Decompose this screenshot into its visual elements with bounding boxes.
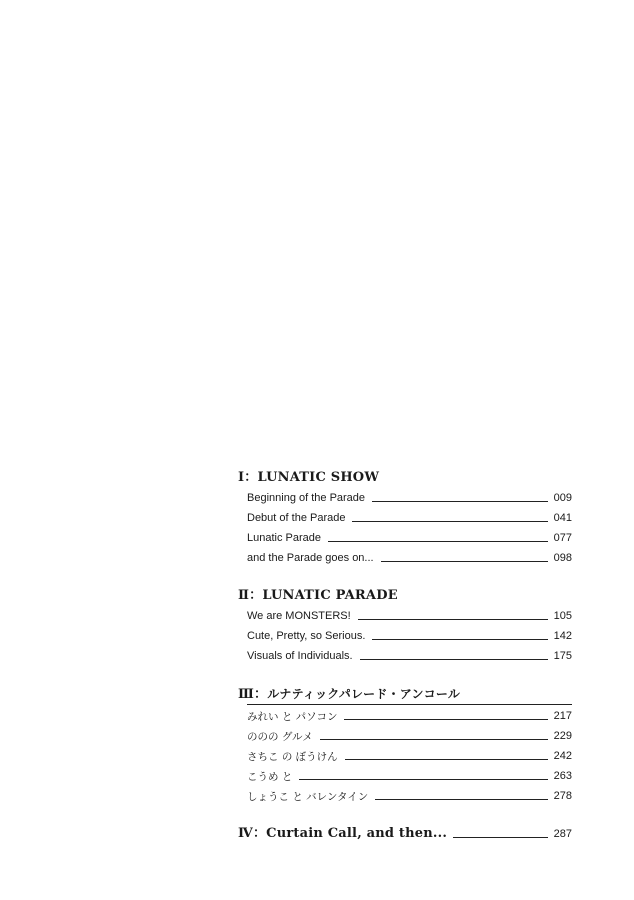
toc-section-4 xyxy=(238,824,572,844)
leader-line xyxy=(372,639,548,640)
entry-page-number: 287 xyxy=(553,828,572,840)
section-separator: ： xyxy=(249,588,263,603)
leader-line xyxy=(320,739,548,740)
entry-page-number: 229 xyxy=(553,730,572,742)
section-numeral: Ⅰ xyxy=(238,470,245,485)
section-1-heading xyxy=(238,468,572,488)
toc-entry[interactable] xyxy=(238,548,572,568)
entry-page-number: 217 xyxy=(553,710,572,722)
entry-label: Cute, Pretty, so Serious. xyxy=(247,630,366,642)
section-numeral: Ⅱ xyxy=(238,588,250,603)
toc-entry[interactable] xyxy=(238,626,572,646)
leader-line xyxy=(358,619,548,620)
section-numeral: Ⅲ xyxy=(238,687,255,702)
section-title: Curtain Call, and then... xyxy=(266,826,448,841)
leader-line xyxy=(345,759,548,760)
entry-label: Lunatic Parade xyxy=(247,532,321,544)
entry-label: みれい と パソコン xyxy=(247,710,338,723)
entry-label: We are MONSTERS! xyxy=(247,610,351,622)
section-title: ルナティックパレード・アンコール xyxy=(267,687,461,701)
toc-entry[interactable] xyxy=(238,646,572,666)
toc-entry[interactable] xyxy=(238,488,572,508)
section-2-heading xyxy=(238,586,572,606)
entry-label: ののの グルメ xyxy=(247,730,313,743)
toc-entry[interactable] xyxy=(238,766,572,786)
toc-entry[interactable] xyxy=(238,786,572,806)
leader-line xyxy=(453,837,548,838)
leader-line xyxy=(372,501,548,502)
toc-entry[interactable] xyxy=(238,726,572,746)
section-3-heading xyxy=(238,684,572,704)
leader-line xyxy=(299,779,548,780)
entry-page-number: 105 xyxy=(553,610,572,622)
leader-line xyxy=(344,719,548,720)
entry-label: さちこ の ぼうけん xyxy=(247,750,338,763)
toc-entry[interactable] xyxy=(238,606,572,626)
entry-page-number: 009 xyxy=(553,492,572,504)
leader-line xyxy=(375,799,548,800)
toc-section-2 xyxy=(238,586,572,666)
entry-page-number: 142 xyxy=(553,630,572,642)
entry-page-number: 263 xyxy=(553,770,572,782)
entry-page-number: 242 xyxy=(553,750,572,762)
entry-label: こうめ と xyxy=(247,770,293,783)
section-underline xyxy=(247,704,572,705)
leader-line xyxy=(381,561,548,562)
toc-section-3 xyxy=(238,684,572,806)
section-4-heading xyxy=(238,824,447,844)
entry-page-number: 041 xyxy=(553,512,572,524)
section-separator: ： xyxy=(252,826,267,841)
toc-entry[interactable] xyxy=(238,528,572,548)
toc-entry[interactable] xyxy=(238,706,572,726)
section-separator: ： xyxy=(244,470,258,485)
entry-page-number: 077 xyxy=(553,532,572,544)
entry-label: Beginning of the Parade xyxy=(247,492,366,504)
entry-label: and the Parade goes on... xyxy=(247,552,374,564)
leader-line xyxy=(352,521,548,522)
section-numeral: Ⅳ xyxy=(238,826,253,841)
section-separator: ： xyxy=(254,687,268,702)
toc-entry[interactable] xyxy=(238,824,572,844)
toc-entry[interactable] xyxy=(238,746,572,766)
entry-page-number: 175 xyxy=(553,650,572,662)
toc-entry[interactable] xyxy=(238,508,572,528)
section-title: LUNATIC PARADE xyxy=(262,588,398,603)
entry-label: Debut of the Parade xyxy=(247,512,346,524)
entry-page-number: 098 xyxy=(553,552,572,564)
entry-label: しょうこ と バレンタイン xyxy=(247,790,369,803)
leader-line xyxy=(328,541,548,542)
toc-section-1 xyxy=(238,468,572,568)
table-of-contents xyxy=(238,468,572,844)
section-title: LUNATIC SHOW xyxy=(257,470,380,485)
entry-label: Visuals of Individuals. xyxy=(247,650,353,662)
leader-line xyxy=(360,659,548,660)
entry-page-number: 278 xyxy=(553,790,572,802)
